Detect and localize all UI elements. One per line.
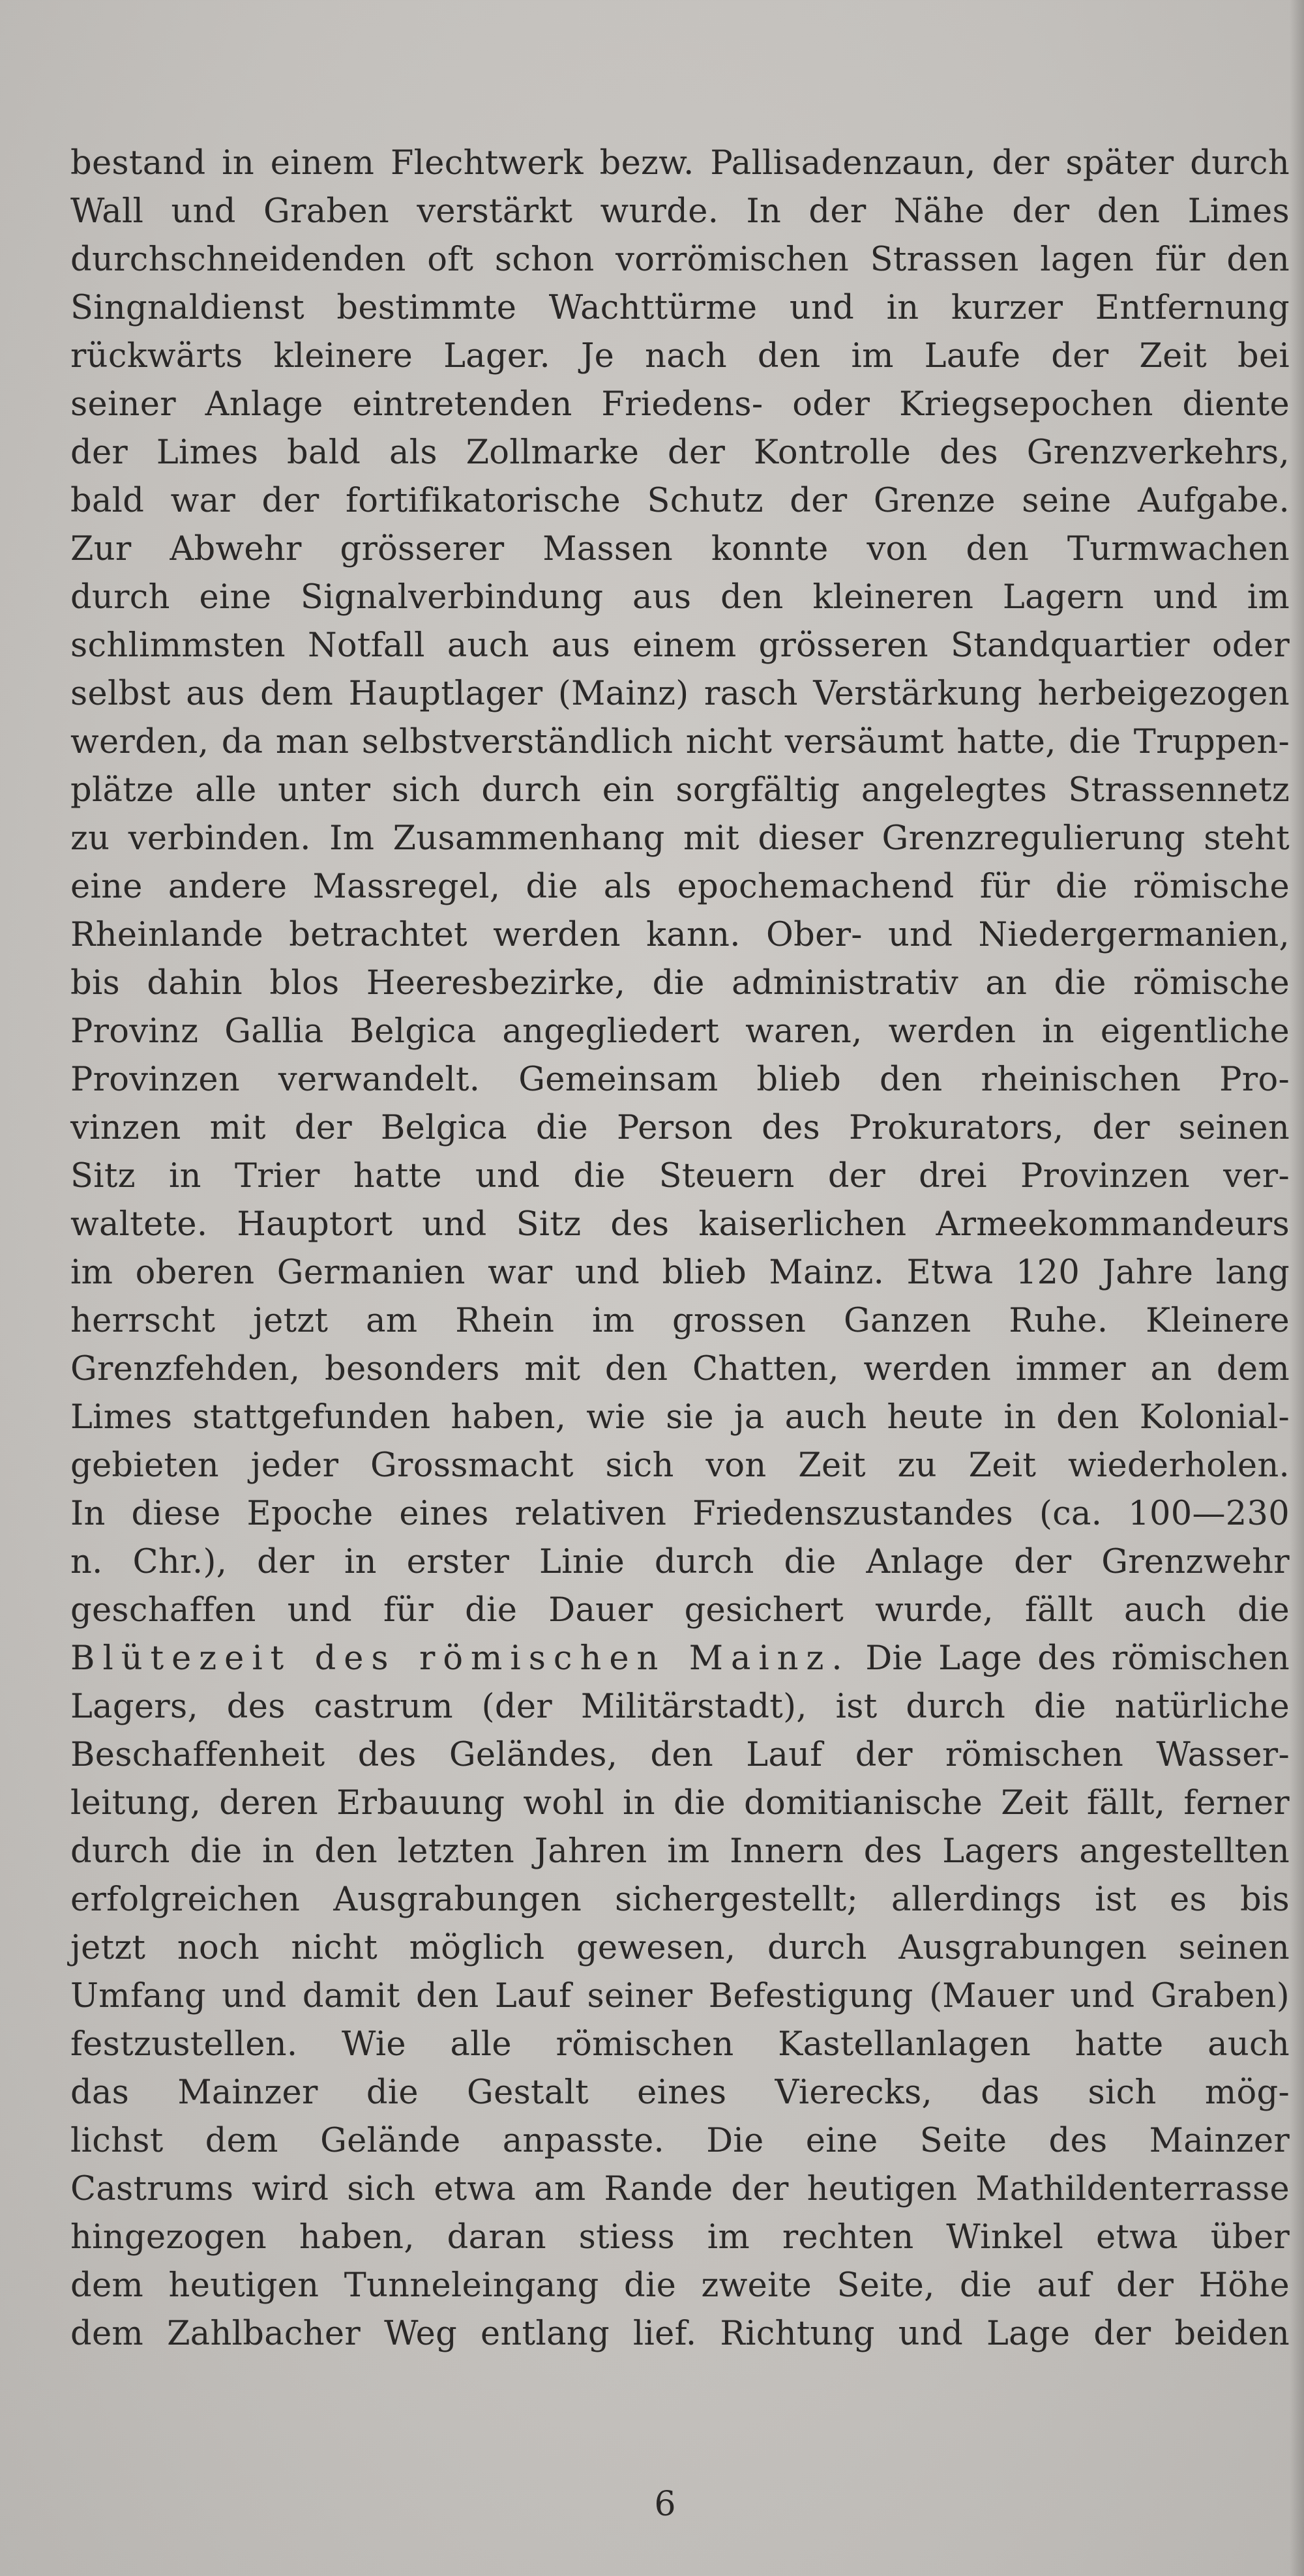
text-line: eine andere Massregel, die als epochemachend für die römische [70,868,1290,906]
text-line: Sitz in Trier hatte und die Steuern der drei Provinzen ver- [70,1157,1290,1195]
emphasis-line-rest: Die Lage des römischen [850,1639,1290,1678]
text-line: im oberen Germanien war und blieb Mainz. Etwa 120 Jahre lang [70,1253,1290,1292]
text-line: seiner Anlage eintretenden Friedens- oder Kriegsepochen diente [70,385,1290,424]
text-line: erfolgreichen Ausgrabungen sichergestellt; allerdings ist es bis [70,1881,1290,1919]
body-text [70,139,1290,2358]
text-line: Wall und Graben verstärkt wurde. In der Nähe der den Limes [70,192,1290,231]
text-line: hingezogen haben, daran stiess im rechten Winkel etwa über [70,2218,1290,2257]
text-line: durch eine Signalverbindung aus den kleineren Lagern und im [70,578,1290,617]
text-line: herrscht jetzt am Rhein im grossen Ganzen Ruhe. Kleinere [70,1302,1290,1340]
text-line: Singnaldienst bestimmte Wachttürme und in kurzer Entfernung [70,289,1290,327]
text-line: dem heutigen Tunneleingang die zweite Seite, die auf der Höhe [70,2266,1290,2305]
text-line: jetzt noch nicht möglich gewesen, durch Ausgrabungen seinen [70,1929,1290,1967]
text-line-emphasis [70,1635,1290,1683]
text-line: selbst aus dem Hauptlager (Mainz) rasch Verstärkung herbeigezogen [70,675,1290,713]
text-line: festzustellen. Wie alle römischen Kastellanlagen hatte auch [70,2025,1290,2064]
text-line: Zur Abwehr grösserer Massen konnte von den Turmwachen [70,530,1290,568]
text-line: Provinz Gallia Belgica angegliedert waren, werden in eigentliche [70,1012,1290,1051]
page-number: 6 [654,2485,676,2524]
text-line: der Limes bald als Zollmarke der Kontrolle des Grenzverkehrs, [70,433,1290,472]
text-line: Rheinlande betrachtet werden kann. Ober- und Niedergermanien, [70,916,1290,954]
text-line: zu verbinden. Im Zusammenhang mit dieser Grenzregulierung steht [70,819,1290,858]
text-line: Grenzfehden, besonders mit den Chatten, werden immer an dem [70,1350,1290,1388]
text-line: Umfang und damit den Lauf seiner Befestigung (Mauer und Graben) [70,1977,1290,2015]
text-line: bald war der fortifikatorische Schutz der Grenze seine Aufgabe. [70,482,1290,520]
text-line: bestand in einem Flechtwerk bezw. Pallisadenzaun, der später durch [70,144,1290,183]
text-line: leitung, deren Erbauung wohl in die domitianische Zeit fällt, ferner [70,1784,1290,1822]
text-line: Lagers, des castrum (der Militärstadt), ist durch die natürliche [70,1688,1290,1726]
text-line: geschaffen und für die Dauer gesichert wurde, fällt auch die [70,1591,1290,1630]
text-line: In diese Epoche eines relativen Friedenszustandes (ca. 100—230 [70,1495,1290,1533]
text-line: vinzen mit der Belgica die Person des Prokurators, der seinen [70,1109,1290,1147]
text-line: Limes stattgefunden haben, wie sie ja auch heute in den Kolonial- [70,1398,1290,1437]
text-line: das Mainzer die Gestalt eines Vierecks, das sich mög- [70,2073,1290,2112]
text-line: Beschaffenheit des Geländes, den Lauf der römischen Wasser- [70,1736,1290,1774]
text-line: durchschneidenden oft schon vorrömischen Strassen lagen für den [70,241,1290,279]
text-line: plätze alle unter sich durch ein sorgfältig angelegtes Strassennetz [70,771,1290,810]
text-line: lichst dem Gelände anpasste. Die eine Seite des Mainzer [70,2122,1290,2160]
text-line: Castrums wird sich etwa am Rande der heutigen Mathildenterrasse [70,2170,1290,2208]
text-line: waltete. Hauptort und Sitz des kaiserlichen Armeekommandeurs [70,1205,1290,1244]
spaced-emphasis: Blütezeit des römischen Mainz. [70,1639,850,1678]
text-line: schlimmsten Notfall auch aus einem grösseren Standquartier oder [70,626,1290,665]
page-edge-shadow [1290,0,1304,2576]
text-line: rückwärts kleinere Lager. Je nach den im Laufe der Zeit bei [70,337,1290,375]
text-line: gebieten jeder Grossmacht sich von Zeit zu Zeit wiederholen. [70,1446,1290,1485]
text-line: n. Chr.), der in erster Linie durch die Anlage der Grenzwehr [70,1543,1290,1581]
text-line: bis dahin blos Heeresbezirke, die administrativ an die römische [70,964,1290,1003]
text-line: dem Zahlbacher Weg entlang lief. Richtung und Lage der beiden [70,2315,1290,2353]
text-line: Provinzen verwandelt. Gemeinsam blieb den rheinischen Pro- [70,1061,1290,1099]
text-line: durch die in den letzten Jahren im Innern des Lagers angestellten [70,1832,1290,1871]
text-line: werden, da man selbstverständlich nicht versäumt hatte, die Truppen- [70,723,1290,761]
